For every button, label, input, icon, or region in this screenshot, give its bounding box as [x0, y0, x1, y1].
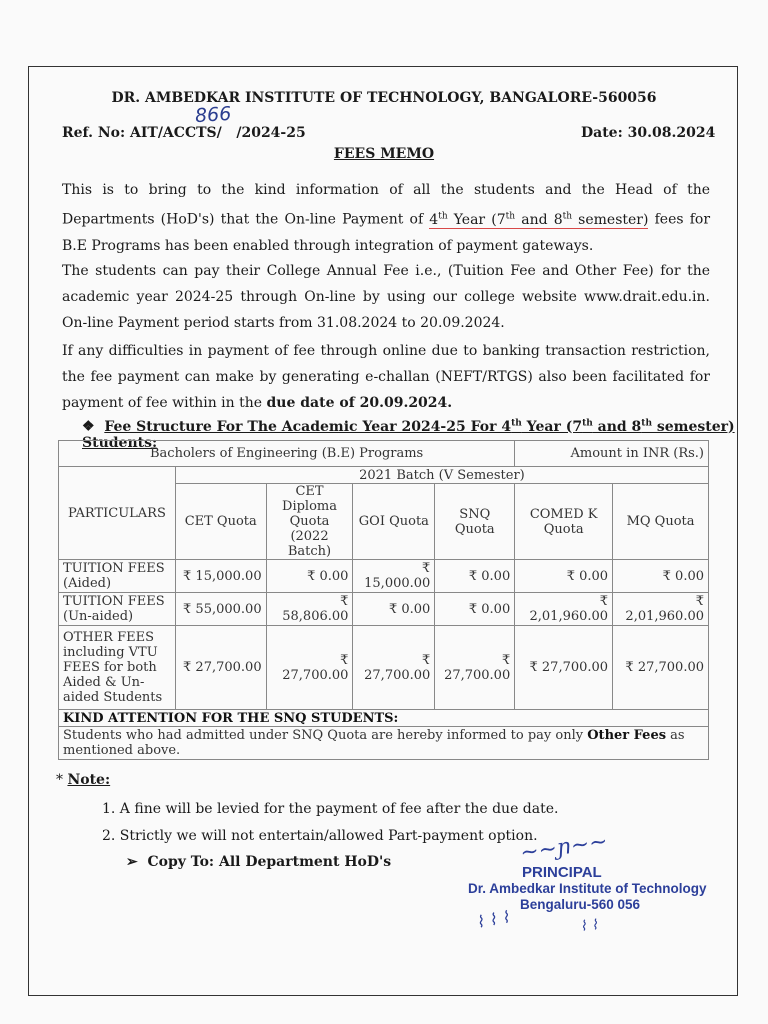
fee-cell: ₹ 27,700.00 — [266, 626, 353, 710]
stamp-city: Bengaluru-560 056 — [520, 897, 641, 912]
paragraph-echallan: If any difficulties in payment of fee through online due to banking transaction restriction, the fee payment can make by generating e-challan (NEFT/RTGS) also been facilitated for payment of fee within in the due date of 20.09.2024. — [62, 343, 710, 411]
arrow-bullet-icon: ➢ — [126, 854, 138, 870]
handwritten-date-initials: ⌇ ⌇ ⌇ — [474, 907, 512, 932]
handwritten-ref-number: 866 — [194, 102, 232, 128]
fee-structure-heading: ❖ Fee Structure For The Academic Year 2024-25 For 4th Year (7th and 8th semester) Students: — [82, 418, 735, 451]
table-row — [59, 727, 709, 760]
row-label: TUITION FEES (Aided) — [59, 560, 176, 593]
fee-cell: ₹ 2,01,960.00 — [515, 593, 613, 626]
fee-cell: ₹ 0.00 — [435, 560, 515, 593]
institute-title: DR. AMBEDKAR INSTITUTE OF TECHNOLOGY, BANGALORE-560056 — [111, 90, 657, 106]
fee-cell: ₹ 27,700.00 — [515, 626, 613, 710]
fee-table — [58, 440, 709, 760]
fee-cell: ₹ 15,000.00 — [353, 560, 435, 593]
table-row — [59, 626, 709, 710]
particulars-header: PARTICULARS — [59, 467, 176, 560]
note-heading: * Note: — [56, 772, 111, 788]
table-row — [59, 467, 709, 484]
column-header: MQ Quota — [613, 484, 709, 560]
table-row — [59, 560, 709, 593]
column-header: CET Diploma Quota (2022 Batch) — [266, 484, 353, 560]
table-row — [59, 593, 709, 626]
fee-cell: ₹ 27,700.00 — [353, 626, 435, 710]
copy-to-line: ➢ Copy To: All Department HoD's — [126, 854, 392, 870]
snq-attention-text: Students who had admitted under SNQ Quota are hereby informed to pay only Other Fees as mentioned above. — [59, 727, 709, 760]
paragraph-payment: The students can pay their College Annual Fee i.e., (Tuition Fee and Other Fee) for the academic year 2024-25 through On-line by using our college website www.drait.edu.in. On-line Payment period starts from 31.08.2024 to 20.09.2024. — [62, 263, 710, 331]
fee-cell: ₹ 2,01,960.00 — [613, 593, 709, 626]
fee-cell: ₹ 0.00 — [435, 593, 515, 626]
note-item: 2. Strictly we will not entertain/allowed Part-payment option. — [102, 828, 538, 844]
fee-cell: ₹ 27,700.00 — [175, 626, 266, 710]
reference-number: Ref. No: AIT/ACCTS/ /2024-25 — [62, 125, 306, 141]
fee-cell: ₹ 0.00 — [266, 560, 353, 593]
table-row — [59, 710, 709, 727]
fee-cell: ₹ 27,700.00 — [435, 626, 515, 710]
handwritten-date-initials: ⌇ ⌇ — [579, 917, 599, 935]
row-label: TUITION FEES (Un-aided) — [59, 593, 176, 626]
fee-cell: ₹ 58,806.00 — [266, 593, 353, 626]
fee-cell: ₹ 15,000.00 — [175, 560, 266, 593]
column-header: CET Quota — [175, 484, 266, 560]
stamp-principal: PRINCIPAL — [522, 864, 602, 881]
batch-header: 2021 Batch (V Semester) — [175, 467, 708, 484]
column-header: COMED K Quota — [515, 484, 613, 560]
principal-signature: ~~ɲ~~ — [518, 829, 610, 866]
fee-cell: ₹ 0.00 — [613, 560, 709, 593]
fee-cell: ₹ 27,700.00 — [613, 626, 709, 710]
memo-date: Date: 30.08.2024 — [581, 125, 716, 141]
amount-unit-cell: Amount in INR (Rs.) — [515, 441, 709, 467]
table-row — [59, 441, 709, 467]
note-item: 1. A fine will be levied for the payment of fee after the due date. — [102, 801, 559, 817]
program-name-cell: Bacholers of Engineering (B.E) Programs — [59, 441, 515, 467]
column-header: SNQ Quota — [435, 484, 515, 560]
memo-title: FEES MEMO — [333, 146, 435, 162]
stamp-institute: Dr. Ambedkar Institute of Technology — [468, 881, 707, 896]
highlight-year: 4th Year (7th and 8th semester) — [429, 211, 649, 228]
fee-cell: ₹ 0.00 — [515, 560, 613, 593]
snq-attention-title: KIND ATTENTION FOR THE SNQ STUDENTS: — [59, 710, 709, 727]
fee-cell: ₹ 55,000.00 — [175, 593, 266, 626]
column-header: GOI Quota — [353, 484, 435, 560]
fee-cell: ₹ 0.00 — [353, 593, 435, 626]
row-label: OTHER FEES including VTU FEES for both Aided & Un-aided Students — [59, 626, 176, 710]
paragraph-intro: This is to bring to the kind information of all the students and the Head of the Departments (HoD's) that the On-line Payment of 4th Year (7th and 8th semester) fees for B.E Programs has been enabled through integration of payment gateways. — [62, 182, 711, 254]
